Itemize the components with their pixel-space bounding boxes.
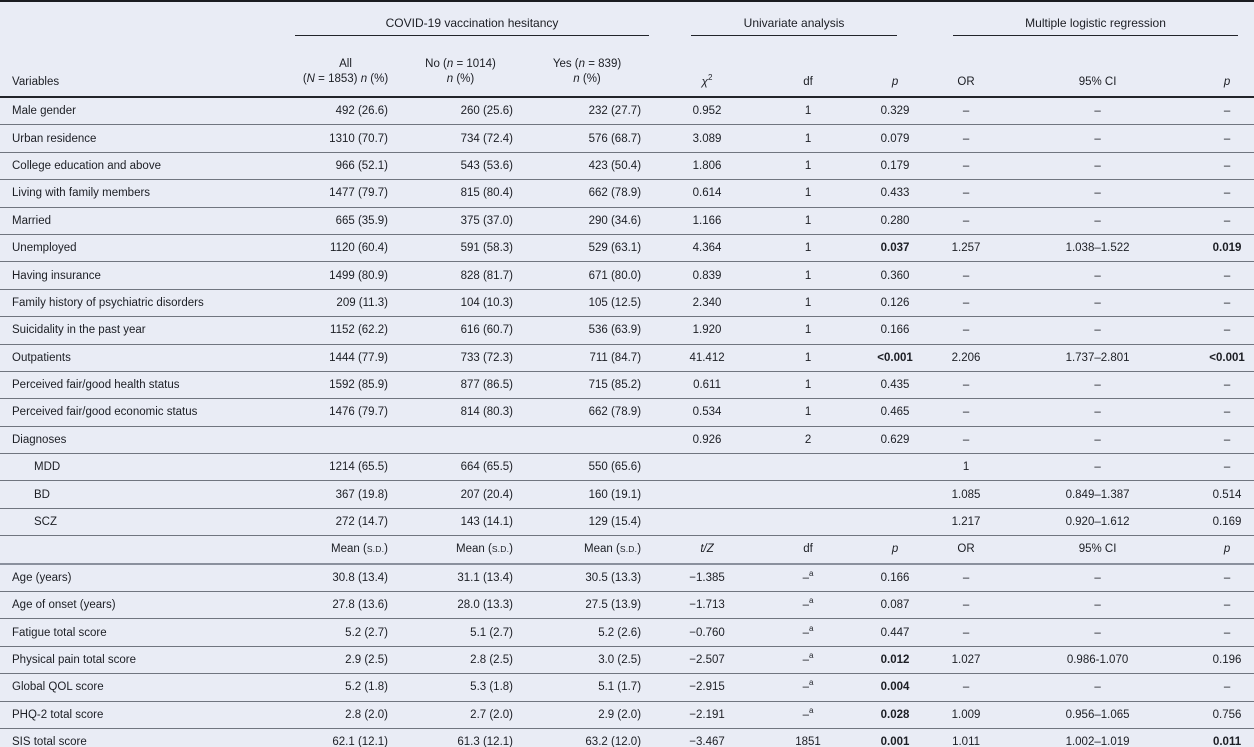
cell-df: –$^a$: [763, 674, 853, 701]
header-no-line2: n (%): [446, 73, 475, 86]
cell-p-univariate: p: [853, 536, 937, 564]
cell-or: –: [937, 592, 995, 619]
column-header-df: df: [763, 36, 853, 97]
cell-p-univariate: [853, 481, 937, 508]
cell-statistic: 0.839: [651, 262, 763, 289]
row-label: Age of onset (years): [0, 592, 293, 619]
cell-p-regression: –: [1200, 454, 1254, 481]
cell-yes: 662 (78.9): [523, 180, 651, 207]
cell-df: 1: [763, 125, 853, 152]
cell-p-univariate: 0.465: [853, 399, 937, 426]
cell-ci: –: [995, 180, 1200, 207]
cell-yes: 536 (63.9): [523, 317, 651, 344]
cell-yes: 5.2 (2.6): [523, 619, 651, 646]
cell-yes: 5.1 (1.7): [523, 674, 651, 701]
cell-or: 1: [937, 454, 995, 481]
cell-ci: 0.920–1.612: [995, 508, 1200, 535]
table-row: [0, 454, 1254, 481]
cell-df: 1: [763, 317, 853, 344]
cell-no: 61.3 (12.1): [398, 728, 523, 747]
table-row: [0, 180, 1254, 207]
cell-or: –: [937, 399, 995, 426]
cell-ci: 1.737–2.801: [995, 344, 1200, 371]
cell-all: 2.8 (2.0): [293, 701, 398, 728]
cell-p-regression: –: [1200, 399, 1254, 426]
cell-p-univariate: 0.012: [853, 646, 937, 673]
cell-ci: –: [995, 317, 1200, 344]
cell-df: df: [763, 536, 853, 564]
cell-all: 5.2 (2.7): [293, 619, 398, 646]
cell-ci: 1.038–1.522: [995, 234, 1200, 261]
cell-p-univariate: 0.329: [853, 97, 937, 125]
row-label: MDD: [0, 454, 293, 481]
cell-all: 2.9 (2.5): [293, 646, 398, 673]
cell-no: 591 (58.3): [398, 234, 523, 261]
cell-all: 62.1 (12.1): [293, 728, 398, 747]
cell-no: 31.1 (13.4): [398, 564, 523, 592]
cell-df: –$^a$: [763, 701, 853, 728]
cell-statistic: −2.915: [651, 674, 763, 701]
cell-all: 1477 (79.7): [293, 180, 398, 207]
cell-or: –: [937, 207, 995, 234]
cell-statistic: 0.952: [651, 97, 763, 125]
cell-yes: 63.2 (12.0): [523, 728, 651, 747]
row-label: Suicidality in the past year: [0, 317, 293, 344]
cell-or: –: [937, 564, 995, 592]
cell-or: –: [937, 317, 995, 344]
cell-p-regression: –: [1200, 674, 1254, 701]
cell-all: 1476 (79.7): [293, 399, 398, 426]
table-row: [0, 289, 1254, 316]
table-row: [0, 426, 1254, 453]
table-row: [0, 674, 1254, 701]
row-label: Family history of psychiatric disorders: [0, 289, 293, 316]
cell-statistic: 41.412: [651, 344, 763, 371]
cell-no: 2.7 (2.0): [398, 701, 523, 728]
cell-p-univariate: 0.166: [853, 564, 937, 592]
cell-statistic: [651, 454, 763, 481]
cell-p-univariate: 0.126: [853, 289, 937, 316]
cell-df: –$^a$: [763, 646, 853, 673]
cell-yes: 711 (84.7): [523, 344, 651, 371]
cell-ci: –: [995, 619, 1200, 646]
cell-or: –: [937, 262, 995, 289]
cell-ci: 0.849–1.387: [995, 481, 1200, 508]
column-header-no: [398, 36, 523, 97]
cell-statistic: −0.760: [651, 619, 763, 646]
row-label: Perceived fair/good health status: [0, 371, 293, 398]
group-univariate-analysis: [651, 1, 937, 36]
cell-df: [763, 508, 853, 535]
cell-no: 375 (37.0): [398, 207, 523, 234]
cell-ci: –: [995, 674, 1200, 701]
row-label: Having insurance: [0, 262, 293, 289]
cell-statistic: 1.920: [651, 317, 763, 344]
cell-all: 367 (19.8): [293, 481, 398, 508]
cell-p-univariate: 0.028: [853, 701, 937, 728]
cell-or: 1.257: [937, 234, 995, 261]
table-row: [0, 508, 1254, 535]
cell-p-univariate: 0.280: [853, 207, 937, 234]
cell-all: 1499 (80.9): [293, 262, 398, 289]
cell-df: –$^a$: [763, 619, 853, 646]
cell-no: 616 (60.7): [398, 317, 523, 344]
cell-p-regression: 0.756: [1200, 701, 1254, 728]
cell-or: 1.009: [937, 701, 995, 728]
table-row: [0, 262, 1254, 289]
row-label: College education and above: [0, 152, 293, 179]
cell-or: –: [937, 152, 995, 179]
column-header-variables: Variables: [0, 1, 293, 97]
cell-p-univariate: [853, 508, 937, 535]
cell-df: 1: [763, 180, 853, 207]
cell-df: 1: [763, 371, 853, 398]
cell-all: 1214 (65.5): [293, 454, 398, 481]
row-label: SCZ: [0, 508, 293, 535]
cell-no: 733 (72.3): [398, 344, 523, 371]
cell-or: 1.027: [937, 646, 995, 673]
cell-ci: –: [995, 371, 1200, 398]
cell-no: 664 (65.5): [398, 454, 523, 481]
cell-p-univariate: 0.001: [853, 728, 937, 747]
cell-ci: 95% CI: [995, 536, 1200, 564]
column-header-chi-square: $\chi^2$: [651, 36, 763, 97]
cell-p-univariate: 0.629: [853, 426, 937, 453]
cell-ci: –: [995, 207, 1200, 234]
cell-no: 815 (80.4): [398, 180, 523, 207]
cell-all: 30.8 (13.4): [293, 564, 398, 592]
row-label: Diagnoses: [0, 426, 293, 453]
cell-yes: 715 (85.2): [523, 371, 651, 398]
row-label: Male gender: [0, 97, 293, 125]
cell-statistic: −2.191: [651, 701, 763, 728]
group-covid-hesitancy: [293, 1, 651, 36]
cell-p-regression: 0.169: [1200, 508, 1254, 535]
cell-statistic: 1.166: [651, 207, 763, 234]
cell-no: 207 (20.4): [398, 481, 523, 508]
cell-or: 2.206: [937, 344, 995, 371]
cell-p-univariate: 0.037: [853, 234, 937, 261]
table-body: [0, 97, 1254, 747]
cell-all: 1592 (85.9): [293, 371, 398, 398]
cell-yes: 129 (15.4): [523, 508, 651, 535]
cell-no: 877 (86.5): [398, 371, 523, 398]
cell-ci: –: [995, 152, 1200, 179]
table-row: [0, 728, 1254, 747]
cell-p-regression: –: [1200, 207, 1254, 234]
group-label-covid: COVID-19 vaccination hesitancy: [295, 16, 649, 36]
cell-df: –$^a$: [763, 592, 853, 619]
cell-df: 1: [763, 289, 853, 316]
table-row: [0, 592, 1254, 619]
cell-statistic: [651, 508, 763, 535]
table-row: [0, 701, 1254, 728]
cell-p-regression: 0.019: [1200, 234, 1254, 261]
cell-no: 2.8 (2.5): [398, 646, 523, 673]
table-row: [0, 481, 1254, 508]
cell-or: 1.011: [937, 728, 995, 747]
row-label: Age (years): [0, 564, 293, 592]
cell-no: 104 (10.3): [398, 289, 523, 316]
row-label: PHQ-2 total score: [0, 701, 293, 728]
cell-no: 814 (80.3): [398, 399, 523, 426]
cell-p-univariate: 0.447: [853, 619, 937, 646]
cell-or: –: [937, 180, 995, 207]
row-label: Physical pain total score: [0, 646, 293, 673]
cell-statistic: −1.385: [651, 564, 763, 592]
row-label: SIS total score: [0, 728, 293, 747]
cell-df: 1: [763, 97, 853, 125]
cell-statistic: t/Z: [651, 536, 763, 564]
row-label: Urban residence: [0, 125, 293, 152]
cell-or: –: [937, 125, 995, 152]
cell-yes: 576 (68.7): [523, 125, 651, 152]
cell-no: 828 (81.7): [398, 262, 523, 289]
cell-statistic: [651, 481, 763, 508]
cell-or: –: [937, 97, 995, 125]
cell-df: [763, 454, 853, 481]
row-label: Perceived fair/good economic status: [0, 399, 293, 426]
cell-statistic: 2.340: [651, 289, 763, 316]
cell-no: 5.1 (2.7): [398, 619, 523, 646]
cell-no: 143 (14.1): [398, 508, 523, 535]
cell-ci: –: [995, 426, 1200, 453]
cell-p-regression: p: [1200, 536, 1254, 564]
cell-ci: –: [995, 399, 1200, 426]
cell-yes: 105 (12.5): [523, 289, 651, 316]
cell-ci: –: [995, 289, 1200, 316]
cell-p-univariate: 0.360: [853, 262, 937, 289]
cell-all: [293, 426, 398, 453]
table-header: [0, 1, 1254, 97]
cell-p-univariate: 0.166: [853, 317, 937, 344]
cell-yes: 2.9 (2.0): [523, 701, 651, 728]
cell-statistic: −1.713: [651, 592, 763, 619]
cell-all: 5.2 (1.8): [293, 674, 398, 701]
cell-df: 1: [763, 344, 853, 371]
table-row: [0, 564, 1254, 592]
cell-p-regression: –: [1200, 262, 1254, 289]
row-label: Fatigue total score: [0, 619, 293, 646]
cell-df: 2: [763, 426, 853, 453]
row-label: Outpatients: [0, 344, 293, 371]
cell-yes: 423 (50.4): [523, 152, 651, 179]
cell-yes: 662 (78.9): [523, 399, 651, 426]
column-header-p-univariate: p: [853, 36, 937, 97]
cell-p-regression: –: [1200, 180, 1254, 207]
cell-ci: 0.956–1.065: [995, 701, 1200, 728]
cell-all: 209 (11.3): [293, 289, 398, 316]
cell-no: Mean (S.D.): [398, 536, 523, 564]
cell-ci: –: [995, 125, 1200, 152]
cell-yes: 30.5 (13.3): [523, 564, 651, 592]
cell-p-univariate: 0.004: [853, 674, 937, 701]
cell-no: 5.3 (1.8): [398, 674, 523, 701]
cell-p-univariate: 0.433: [853, 180, 937, 207]
cell-p-univariate: <0.001: [853, 344, 937, 371]
cell-df: –$^a$: [763, 564, 853, 592]
table-row: [0, 97, 1254, 125]
cell-or: –: [937, 371, 995, 398]
cell-p-univariate: [853, 454, 937, 481]
header-yes-line1: Yes (n = 839): [552, 57, 622, 70]
cell-yes: 160 (19.1): [523, 481, 651, 508]
cell-all: 1120 (60.4): [293, 234, 398, 261]
cell-no: 260 (25.6): [398, 97, 523, 125]
cell-p-univariate: 0.079: [853, 125, 937, 152]
cell-p-univariate: 0.435: [853, 371, 937, 398]
group-header-row: [0, 1, 1254, 36]
cell-yes: 27.5 (13.9): [523, 592, 651, 619]
cell-statistic: 0.611: [651, 371, 763, 398]
column-header-p-regression: p: [1200, 36, 1254, 97]
row-label: Married: [0, 207, 293, 234]
cell-p-regression: –: [1200, 426, 1254, 453]
row-label: Living with family members: [0, 180, 293, 207]
cell-yes: 550 (65.6): [523, 454, 651, 481]
table-row: [0, 399, 1254, 426]
table-row: [0, 619, 1254, 646]
cell-or: 1.217: [937, 508, 995, 535]
cell-df: 1: [763, 207, 853, 234]
table-row: [0, 646, 1254, 673]
row-label: [0, 536, 293, 564]
cell-yes: 290 (34.6): [523, 207, 651, 234]
cell-p-regression: 0.011: [1200, 728, 1254, 747]
cell-ci: –: [995, 97, 1200, 125]
cell-or: –: [937, 426, 995, 453]
cell-statistic: −2.507: [651, 646, 763, 673]
group-label-univariate: Univariate analysis: [691, 16, 897, 36]
cell-yes: 232 (27.7): [523, 97, 651, 125]
cell-yes: [523, 426, 651, 453]
column-header-or: OR: [937, 36, 995, 97]
column-header-ci: 95% CI: [995, 36, 1200, 97]
cell-p-regression: –: [1200, 152, 1254, 179]
cell-ci: –: [995, 564, 1200, 592]
cell-ci: –: [995, 262, 1200, 289]
cell-statistic: 0.926: [651, 426, 763, 453]
cell-all: 665 (35.9): [293, 207, 398, 234]
cell-all: Mean (S.D.): [293, 536, 398, 564]
cell-or: OR: [937, 536, 995, 564]
row-label: BD: [0, 481, 293, 508]
cell-statistic: 0.614: [651, 180, 763, 207]
cell-statistic: 0.534: [651, 399, 763, 426]
row-label: Global QOL score: [0, 674, 293, 701]
header-no-line1: No (n = 1014): [425, 57, 496, 70]
cell-ci: 1.002–1.019: [995, 728, 1200, 747]
cell-df: 1851: [763, 728, 853, 747]
cell-ci: –: [995, 454, 1200, 481]
cell-p-univariate: 0.087: [853, 592, 937, 619]
cell-or: –: [937, 619, 995, 646]
header-yes-line2: n (%): [573, 73, 601, 86]
mid-header-row: [0, 536, 1254, 564]
cell-p-univariate: 0.179: [853, 152, 937, 179]
cell-statistic: −3.467: [651, 728, 763, 747]
cell-p-regression: –: [1200, 619, 1254, 646]
group-label-regression: Multiple logistic regression: [953, 16, 1238, 36]
cell-ci: 0.986-1.070: [995, 646, 1200, 673]
cell-no: 734 (72.4): [398, 125, 523, 152]
cell-all: 492 (26.6): [293, 97, 398, 125]
cell-df: [763, 481, 853, 508]
cell-no: [398, 426, 523, 453]
cell-p-regression: –: [1200, 371, 1254, 398]
table-row: [0, 234, 1254, 261]
cell-df: 1: [763, 152, 853, 179]
cell-or: 1.085: [937, 481, 995, 508]
header-all-line2: (N = 1853) n (%): [302, 73, 389, 86]
table-row: [0, 371, 1254, 398]
cell-yes: Mean (S.D.): [523, 536, 651, 564]
cell-ci: –: [995, 592, 1200, 619]
cell-no: 28.0 (13.3): [398, 592, 523, 619]
cell-all: 1152 (62.2): [293, 317, 398, 344]
cell-df: 1: [763, 399, 853, 426]
cell-or: –: [937, 289, 995, 316]
cell-all: 27.8 (13.6): [293, 592, 398, 619]
cell-p-regression: –: [1200, 564, 1254, 592]
cell-df: 1: [763, 262, 853, 289]
cell-all: 1310 (70.7): [293, 125, 398, 152]
table-row: [0, 152, 1254, 179]
cell-p-regression: –: [1200, 97, 1254, 125]
cell-p-regression: 0.514: [1200, 481, 1254, 508]
cell-or: –: [937, 674, 995, 701]
cell-statistic: 1.806: [651, 152, 763, 179]
cell-p-regression: <0.001: [1200, 344, 1254, 371]
table-row: [0, 207, 1254, 234]
cell-yes: 671 (80.0): [523, 262, 651, 289]
table-row: [0, 317, 1254, 344]
cell-p-regression: 0.196: [1200, 646, 1254, 673]
cell-yes: 3.0 (2.5): [523, 646, 651, 673]
cell-statistic: 3.089: [651, 125, 763, 152]
column-header-all: [293, 36, 398, 97]
header-all-line1: All: [339, 57, 352, 70]
cell-df: 1: [763, 234, 853, 261]
column-header-yes: [523, 36, 651, 97]
row-label: Unemployed: [0, 234, 293, 261]
cell-p-regression: –: [1200, 592, 1254, 619]
cell-all: 966 (52.1): [293, 152, 398, 179]
cell-p-regression: –: [1200, 289, 1254, 316]
cell-p-regression: –: [1200, 317, 1254, 344]
table-row: [0, 125, 1254, 152]
cell-no: 543 (53.6): [398, 152, 523, 179]
cell-statistic: 4.364: [651, 234, 763, 261]
cell-p-regression: –: [1200, 125, 1254, 152]
table-row: [0, 344, 1254, 371]
cell-all: 272 (14.7): [293, 508, 398, 535]
cell-all: 1444 (77.9): [293, 344, 398, 371]
group-logistic-regression: [937, 1, 1254, 36]
cell-yes: 529 (63.1): [523, 234, 651, 261]
